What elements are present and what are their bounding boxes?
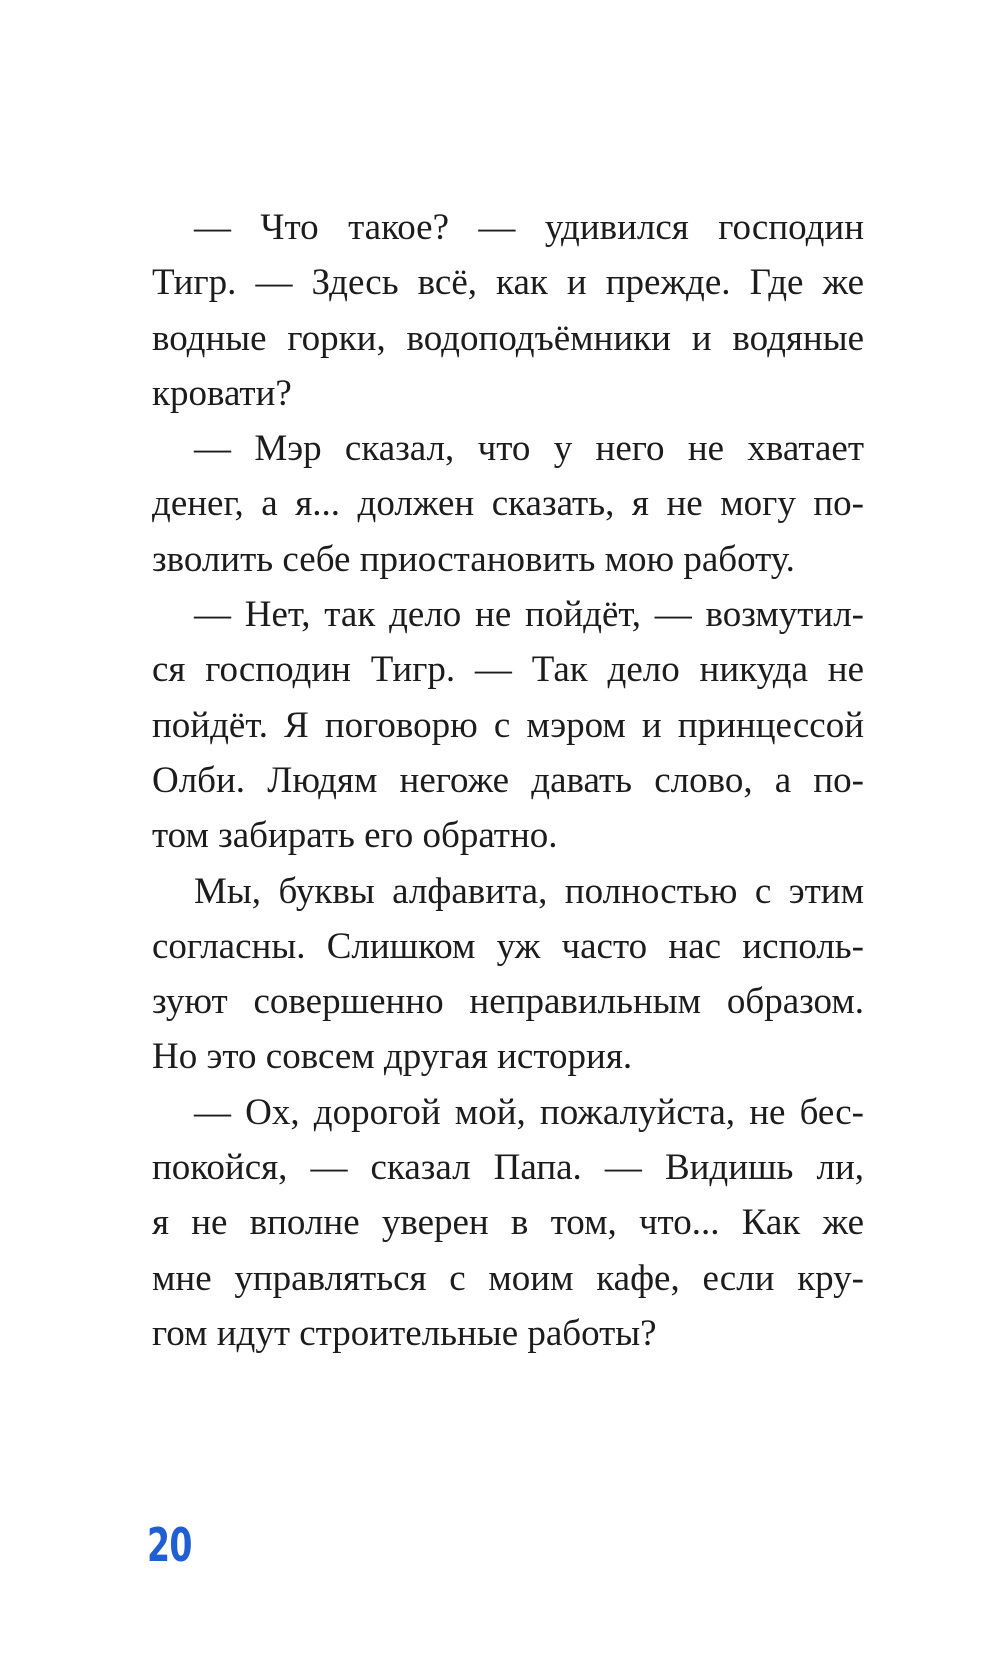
text-line: денег, а я... должен сказать, я не могу по- bbox=[152, 483, 864, 525]
text-line: зволить себе приостановить мою работу. bbox=[152, 538, 795, 580]
paragraph bbox=[152, 421, 864, 587]
text-line: мне управляться с моим кафе, если кру- bbox=[152, 1257, 864, 1299]
text-line: ся господин Тигр. — Так дело никуда не bbox=[152, 649, 864, 691]
text-line: кровати? bbox=[152, 372, 292, 414]
text-line: — Ох, дорогой мой, пожалуйста, не бес- bbox=[194, 1091, 864, 1133]
text-line: — Нет, так дело не пойдёт, — возмутил- bbox=[194, 594, 864, 636]
text-line: том забирать его обратно. bbox=[152, 815, 558, 857]
text-line: Но это совсем другая история. bbox=[152, 1036, 633, 1078]
paragraph bbox=[152, 200, 864, 421]
text-line: пойдёт. Я поговорю с мэром и принцессой bbox=[152, 704, 864, 746]
text-line: водные горки, водоподъёмники и водяные bbox=[152, 317, 864, 359]
paragraph bbox=[152, 587, 864, 863]
text-line: я не вполне уверен в том, что... Как же bbox=[152, 1202, 864, 1244]
text-line: — Что такое? — удивился господин bbox=[194, 207, 864, 248]
text-line: зуют совершенно неправильным образом. bbox=[152, 981, 864, 1023]
text-line: — Мэр сказал, что у него не хватает bbox=[194, 428, 864, 470]
text-line: гом идут строительные работы? bbox=[152, 1312, 657, 1354]
paragraph bbox=[152, 864, 864, 1085]
text-line: Мы, буквы алфавита, полностью с этим bbox=[194, 870, 864, 912]
text-line: Тигр. — Здесь всё, как и прежде. Где же bbox=[152, 262, 864, 304]
text-line: покойся, — сказал Папа. — Видишь ли, bbox=[152, 1147, 864, 1189]
body-text bbox=[152, 200, 864, 1361]
text-line: Олби. Людям негоже давать слово, а по- bbox=[152, 759, 864, 801]
page-number: 20 bbox=[147, 1518, 192, 1572]
paragraph bbox=[152, 1085, 864, 1361]
text-line: согласны. Слишком уж часто нас исполь- bbox=[152, 925, 864, 967]
